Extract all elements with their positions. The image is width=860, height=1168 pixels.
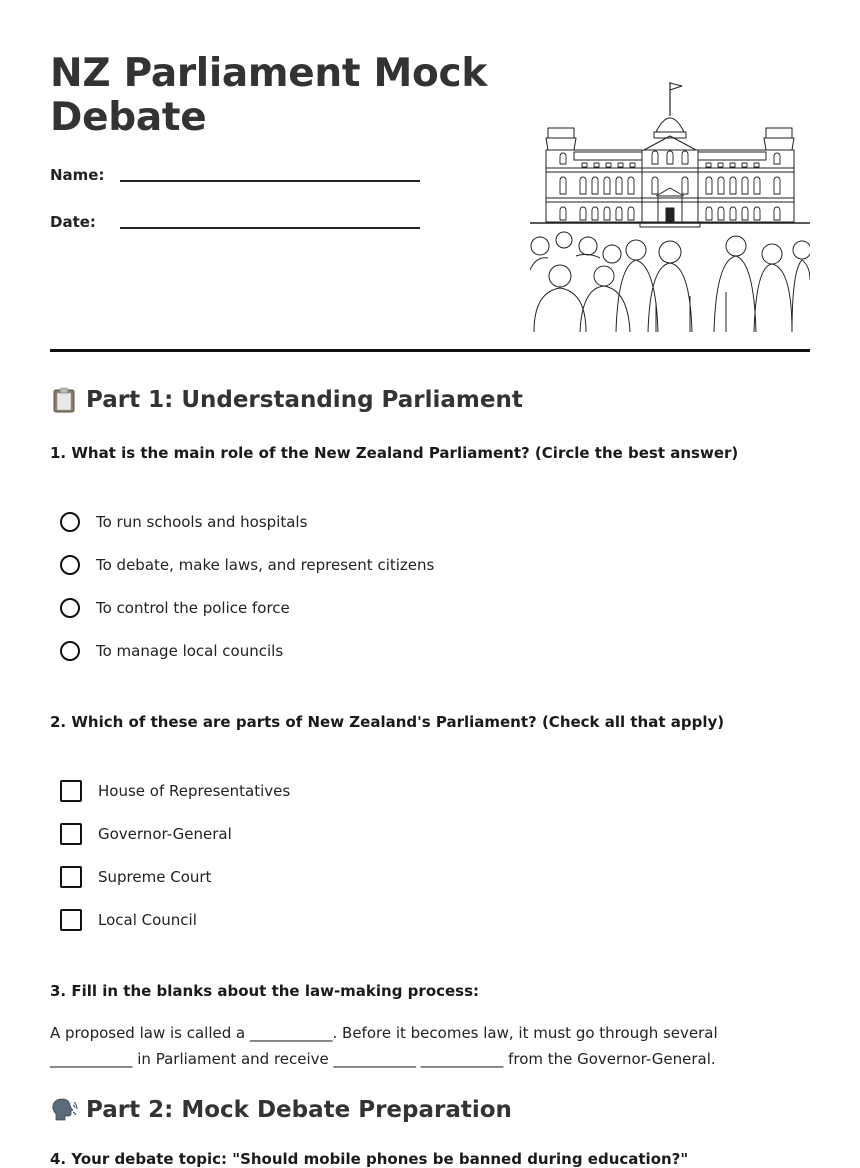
- part2-title: Part 2: Mock Debate Preparation: [86, 1097, 512, 1123]
- date-line[interactable]: [120, 227, 420, 229]
- question-3: 3. Fill in the blanks about the law-making process:: [50, 982, 480, 1000]
- question-2: 2. Which of these are parts of New Zealand's Parliament? (Check all that apply): [50, 713, 725, 731]
- q1-option-1[interactable]: [60, 509, 307, 535]
- q1-option-4[interactable]: [60, 638, 283, 664]
- parliament-illustration: [530, 80, 810, 332]
- header-divider: [50, 349, 810, 352]
- part1-heading: [50, 386, 523, 414]
- date-field[interactable]: [50, 213, 470, 243]
- q2-option-2[interactable]: [60, 821, 232, 847]
- fill-in-paragraph: A proposed law is called a ___________. Before it becomes law, it must go through several ___________ in Parliament and receive ___________ ___________ from the Governor-General.: [50, 1024, 718, 1068]
- date-label: Date:: [50, 213, 96, 231]
- q2-option-1-checkbox[interactable]: [60, 780, 82, 802]
- name-label: Name:: [50, 166, 105, 184]
- q2-option-2-label: Governor-General: [98, 825, 232, 843]
- q1-option-4-circle[interactable]: [60, 641, 80, 661]
- name-field[interactable]: [50, 166, 470, 196]
- part1-title: Part 1: Understanding Parliament: [86, 387, 523, 413]
- clipboard-icon: [50, 386, 78, 414]
- q2-option-3[interactable]: [60, 864, 211, 890]
- q2-option-3-label: Supreme Court: [98, 868, 212, 886]
- q2-option-4[interactable]: [60, 907, 197, 933]
- question-1: 1. What is the main role of the New Zealand Parliament? (Circle the best answer): [50, 444, 739, 462]
- q2-option-1[interactable]: [60, 778, 290, 804]
- q2-option-1-label: House of Representatives: [98, 782, 291, 800]
- worksheet-page: [50, 0, 810, 1168]
- q1-option-3-circle[interactable]: [60, 598, 80, 618]
- q2-option-3-checkbox[interactable]: [60, 866, 82, 888]
- q1-option-2-circle[interactable]: [60, 555, 80, 575]
- q1-option-2-label: To debate, make laws, and represent citizens: [96, 556, 435, 574]
- q1-option-1-label: To run schools and hospitals: [96, 513, 308, 531]
- question-4-partial: 4. Your debate topic: "Should mobile phones be banned during education?": [50, 1150, 689, 1168]
- q1-option-1-circle[interactable]: [60, 512, 80, 532]
- part2-heading: [50, 1096, 512, 1124]
- q2-option-4-label: Local Council: [98, 911, 197, 929]
- q1-option-3-label: To control the police force: [96, 599, 290, 617]
- page-title: NZ Parliament Mock Debate: [50, 51, 487, 140]
- q2-option-2-checkbox[interactable]: [60, 823, 82, 845]
- speaking-head-icon: [50, 1096, 78, 1124]
- q1-option-2[interactable]: [60, 552, 434, 578]
- q2-option-4-checkbox[interactable]: [60, 909, 82, 931]
- name-line[interactable]: [120, 180, 420, 182]
- q1-option-4-label: To manage local councils: [96, 642, 284, 660]
- q1-option-3[interactable]: [60, 595, 290, 621]
